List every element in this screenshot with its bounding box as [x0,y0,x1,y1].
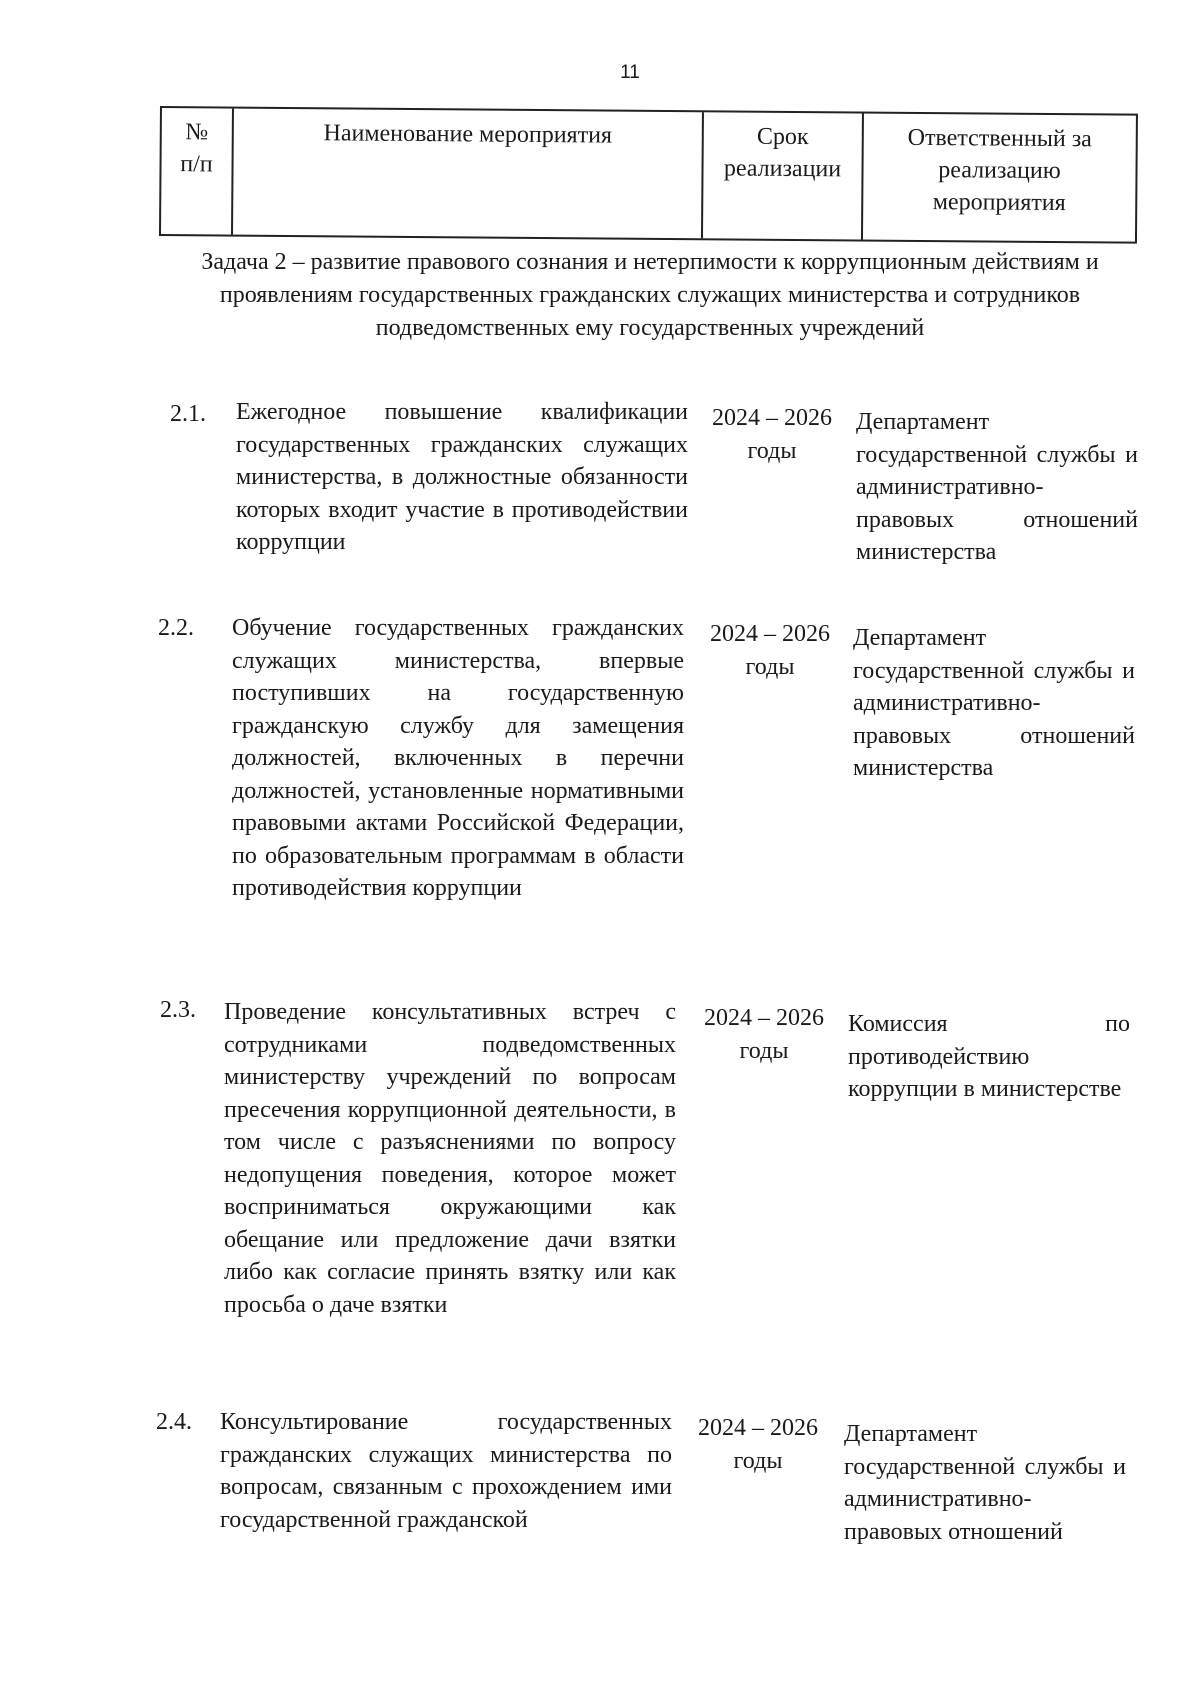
row-name: Ежегодное повышение квалификации государственных гражданских служащих министерства, в должностные обязанности которых входит участие в противодействии коррупции [236,399,688,555]
row-responsible: Департамент государственной службы и административно-правовых отношений [844,1421,1126,1545]
header-col-responsible: Ответственный за реализацию мероприятия [907,124,1092,217]
row-name: Обучение государственных гражданских служащих министерства, впервые поступивших на государственную гражданскую службу для замещения должностей, включенных в перечни должностей, установленные нормативными правовыми актами Российской Федерации, по образовательным программам в области противодействия коррупции [232,615,684,901]
row-term [678,1412,838,1477]
row-number: 2.1. [170,401,206,427]
row-term-unit: годы [745,653,795,680]
row-term-years: 2024 – 2026 [710,621,830,647]
row-responsible: Департамент государственной службы и административно-правовых отношений министерства [853,625,1135,781]
row-term-unit: годы [733,1447,783,1474]
row-term [690,618,850,683]
row-name: Проведение консультативных встреч с сотрудниками подведомственных министерству учреждений по вопросам пресечения коррупционной деятельности, в том числе с разъяснениями по вопросу недопущения поведения, которое может восприниматься окружающими как обещание или предложение дачи взятки либо как согласие принять взятку или как просьба о даче взятки [224,999,676,1318]
header-col-name: Наименование мероприятия [233,109,704,239]
row-number: 2.3. [160,997,196,1023]
row-number: 2.4. [156,1409,192,1435]
row-term-years: 2024 – 2026 [704,1005,824,1031]
row-term-unit: годы [739,1037,789,1064]
row-name: Консультирование государственных гражданских служащих министерства по вопросам, связанным с прохождением ими государственной гражданской [220,1409,672,1533]
row-responsible: Комиссия по противодействию коррупции в министерстве [848,1011,1130,1102]
row-term-years: 2024 – 2026 [712,405,832,431]
table-header [159,106,1138,244]
task-title: Задача 2 – развитие правового сознания и нетерпимости к коррупционным действиям и проявлениям государственных гражданских служащих министерства и сотрудников подведомственных ему государственных учреждений [201,249,1099,341]
page-number: 11 [620,62,640,83]
row-term-years: 2024 – 2026 [698,1415,818,1441]
header-col-number: № п/п [161,108,234,235]
row-term-unit: годы [747,437,797,464]
row-number: 2.2. [158,615,194,641]
row-term [692,402,852,467]
row-responsible: Департамент государственной службы и административно-правовых отношений министерства [856,409,1138,565]
row-term [684,1002,844,1067]
header-col-term: Срок реализации [703,112,864,239]
